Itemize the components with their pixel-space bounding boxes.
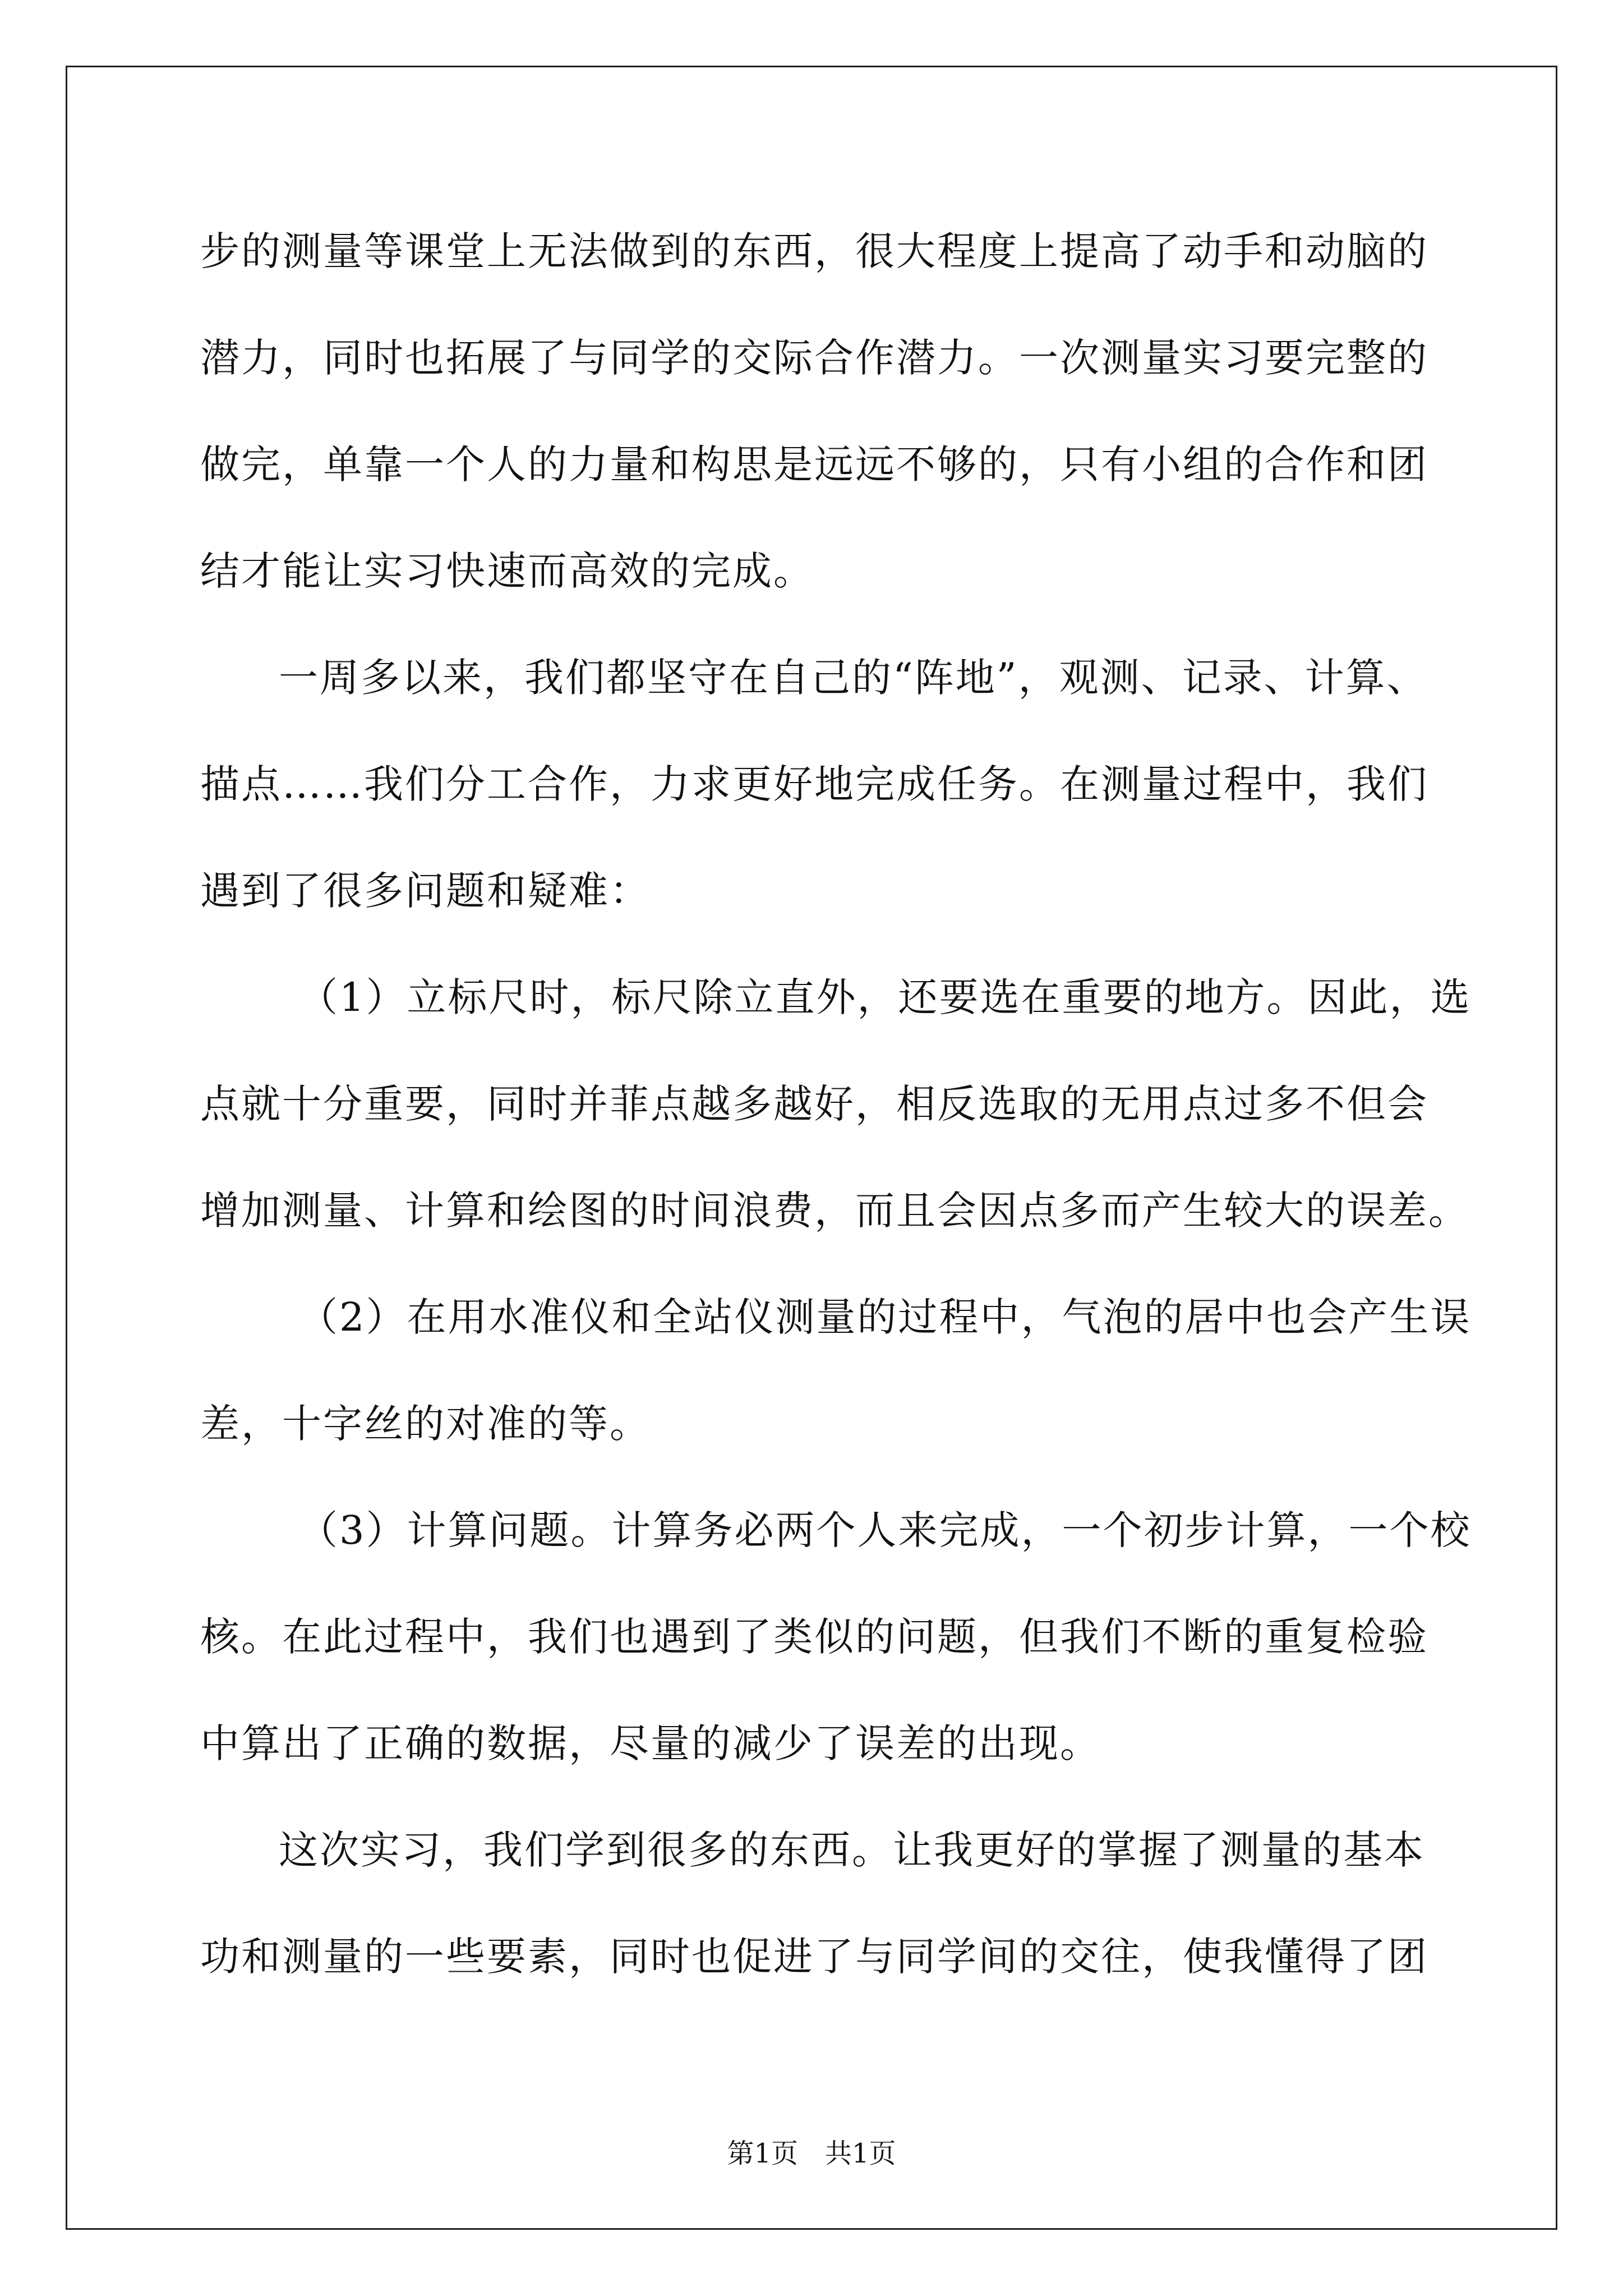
text-line: 核。在此过程中，我们也遇到了类似的问题，但我们不断的重复检验 bbox=[200, 1614, 1428, 1660]
text-line: 做完，单靠一个人的力量和构思是远远不够的，只有小组的合作和团 bbox=[200, 441, 1428, 487]
page-number-footer: 第1页 共1页 bbox=[727, 2138, 896, 2169]
text-line: 点就十分重要，同时并菲点越多越好，相反选取的无用点过多不但会 bbox=[200, 1081, 1428, 1127]
list-item-start-line: （2）在用水准仪和全站仪测量的过程中，气泡的居中也会产生误 bbox=[298, 1294, 1472, 1340]
text-line: 结才能让实习快速而高效的完成。 bbox=[200, 548, 814, 594]
text-line: 遇到了很多问题和疑难： bbox=[200, 868, 651, 914]
text-line: 步的测量等课堂上无法做到的东西，很大程度上提高了动手和动脑的 bbox=[200, 228, 1428, 274]
text-line: 增加测量、计算和绘图的时间浪费，而且会因点多而产生较大的误差。 bbox=[200, 1188, 1469, 1234]
text-line: 潜力，同时也拓展了与同学的交际合作潜力。一次测量实习要完整的 bbox=[200, 335, 1428, 381]
list-item-start-line: （3）计算问题。计算务必两个人来完成，一个初步计算，一个校 bbox=[298, 1507, 1472, 1553]
paragraph-start-line: 一周多以来，我们都坚守在自己的“阵地”，观测、记录、计算、 bbox=[279, 655, 1428, 701]
text-line: 功和测量的一些要素，同时也促进了与同学间的交往，使我懂得了团 bbox=[200, 1934, 1428, 1980]
text-line: 描点……我们分工合作，力求更好地完成任务。在测量过程中，我们 bbox=[200, 761, 1428, 807]
text-line: 差，十字丝的对准的等。 bbox=[200, 1401, 651, 1447]
document-body bbox=[200, 218, 1472, 2030]
text-line: 中算出了正确的数据，尽量的减少了误差的出现。 bbox=[200, 1720, 1101, 1766]
list-item-start-line: （1）立标尺时，标尺除立直外，还要选在重要的地方。因此，选 bbox=[298, 974, 1472, 1020]
paragraph-start-line: 这次实习，我们学到很多的东西。让我更好的掌握了测量的基本 bbox=[279, 1827, 1425, 1873]
